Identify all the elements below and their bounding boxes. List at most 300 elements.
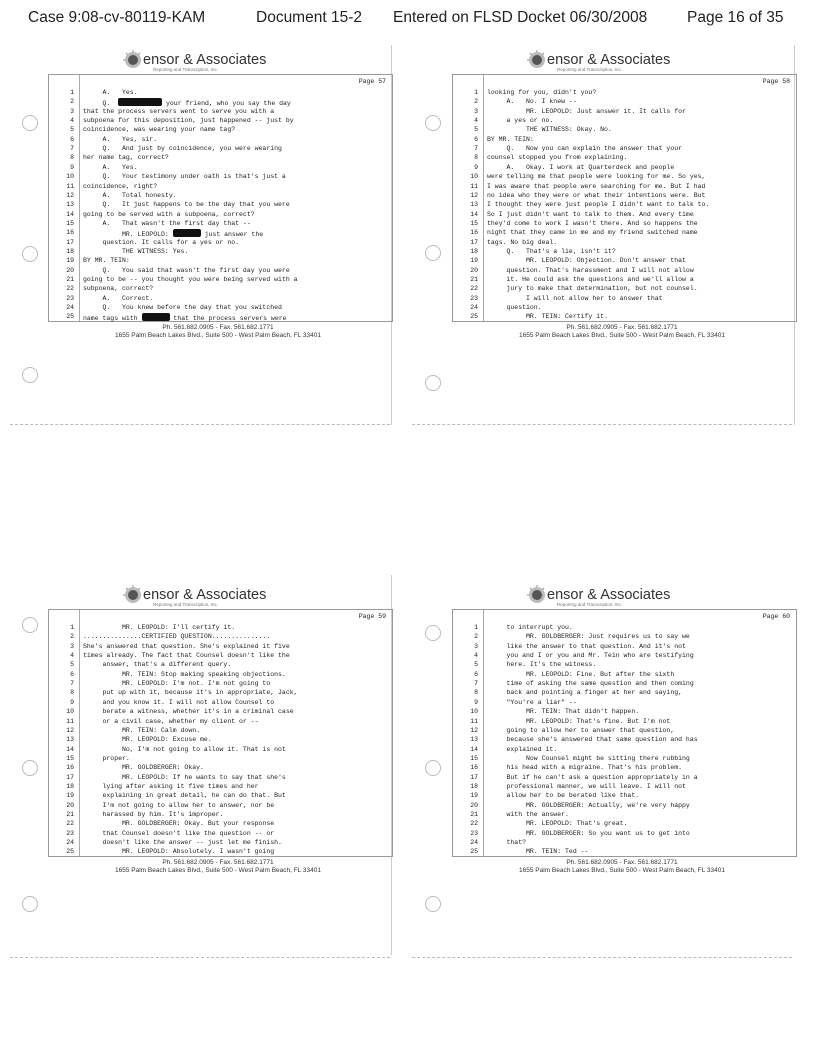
line-number: 20 <box>66 266 74 274</box>
line-number: 5 <box>474 661 478 669</box>
line-text-part: THE WITNESS: Yes. <box>83 247 189 255</box>
transcript-line <box>453 173 796 183</box>
line-number: 24 <box>470 839 478 847</box>
transcript-line <box>453 671 796 681</box>
footer-address: 1655 Palm Beach Lakes Blvd., Suite 500 - West Palm Beach, FL 33401 <box>519 867 725 874</box>
transcript-line <box>49 89 392 99</box>
line-number: 2 <box>70 633 74 641</box>
punch-hole <box>425 375 441 391</box>
brand-name: ensor & Associates <box>547 52 671 68</box>
line-number: 12 <box>470 726 478 734</box>
line-number: 11 <box>470 182 478 190</box>
punch-hole <box>22 760 38 776</box>
line-text <box>83 736 212 743</box>
transcript-line <box>49 736 392 746</box>
transcript-line <box>453 661 796 671</box>
transcript-line <box>453 736 796 746</box>
transcript-line <box>49 764 392 774</box>
line-text <box>487 643 686 650</box>
brand-tagline: Reporting and Transcription, Inc. <box>153 602 219 607</box>
transcript-line <box>49 117 392 127</box>
line-text-part: harassed by him. It's improper. <box>83 811 224 818</box>
transcript-line <box>453 257 796 267</box>
line-text <box>83 699 274 706</box>
line-text-part: night that they came in me and my friend switched name <box>487 229 698 237</box>
transcript-box <box>452 74 797 322</box>
transcript-line <box>49 718 392 728</box>
transcript-line <box>453 727 796 737</box>
transcript-line <box>49 295 392 305</box>
line-number: 24 <box>66 839 74 847</box>
line-text-part: to interrupt you. <box>487 624 573 631</box>
line-number: 2 <box>474 98 478 106</box>
transcript-line <box>49 774 392 784</box>
transcript-line <box>49 680 392 690</box>
transcript-line <box>49 248 392 258</box>
line-text-part: going to be -- you thought you were being served with a <box>83 276 298 283</box>
line-text-part: BY MR. TEIN: <box>487 135 534 143</box>
line-text-part: MR. LEOPOLD: I'll certify it. <box>83 624 236 631</box>
transcript-line <box>453 126 796 136</box>
page-footer <box>18 324 418 340</box>
transcript-line <box>49 661 392 671</box>
transcript-page <box>48 583 388 874</box>
line-text <box>487 755 690 762</box>
line-text-part: MR. LEOPOLD: Objection. Don't answer that <box>487 257 686 265</box>
transcript-line <box>453 276 796 286</box>
line-text-part: were telling me that people were looking for me. So yes, <box>487 173 706 181</box>
line-text <box>487 661 596 668</box>
document-number: Document 15-2 <box>256 9 362 26</box>
transcript-line <box>453 643 796 653</box>
transcript-line <box>453 211 796 221</box>
redaction-bar <box>173 229 201 237</box>
transcript-box <box>48 609 393 857</box>
line-number: 9 <box>474 163 478 171</box>
line-text <box>83 671 286 678</box>
line-number: 17 <box>66 238 74 246</box>
reporter-logo <box>123 48 303 74</box>
line-number: 25 <box>66 848 74 856</box>
line-text-part: Now Counsel might be sitting there rubbing <box>487 754 690 762</box>
line-number: 23 <box>470 829 478 837</box>
page-footer <box>422 859 816 875</box>
transcript-page-number: Page 57 <box>358 78 386 85</box>
transcript-line <box>49 652 392 662</box>
transcript-line <box>453 755 796 765</box>
line-text-part: MR. TEIN: Calm down. <box>83 726 201 734</box>
transcript-line <box>49 239 392 249</box>
line-text <box>83 764 204 771</box>
line-number: 25 <box>66 313 74 321</box>
line-number: 18 <box>66 782 74 790</box>
line-text-part: No, I'm not going to allow it. That is not <box>83 745 286 753</box>
line-text <box>83 633 270 640</box>
line-text-part: A. Yes. <box>83 89 138 96</box>
line-text <box>83 313 287 322</box>
brand-tagline: Reporting and Transcription, Inc. <box>153 67 219 72</box>
line-text <box>83 839 282 846</box>
line-text <box>487 220 698 227</box>
transcript-line <box>49 145 392 155</box>
transcript-line <box>49 624 392 634</box>
line-text-part: lying after asking it five times and her <box>83 782 259 790</box>
transcript-line <box>49 257 392 267</box>
line-number: 14 <box>66 745 74 753</box>
line-text <box>83 295 153 302</box>
transcript-line <box>453 689 796 699</box>
transcript-line <box>49 848 392 858</box>
line-number: 18 <box>470 782 478 790</box>
line-text-part: that the process servers were <box>169 315 287 323</box>
punch-hole <box>425 760 441 776</box>
scan-edge <box>10 424 390 425</box>
line-text <box>487 313 608 320</box>
line-text-part: MR. LEOPOLD: That's great. <box>487 820 628 828</box>
line-text <box>83 830 274 837</box>
line-text-part: So I just didn't want to talk to them. And every time <box>487 210 694 218</box>
line-number: 15 <box>470 754 478 762</box>
line-text-part: that the process servers went to serve you with a <box>83 107 275 115</box>
transcript-line <box>453 89 796 99</box>
line-number: 21 <box>66 811 74 818</box>
line-number: 15 <box>470 219 478 227</box>
line-text <box>83 117 294 124</box>
line-text <box>83 173 286 180</box>
line-text-part: THE WITNESS: Okay. No. <box>487 126 612 134</box>
line-number: 6 <box>70 135 74 143</box>
transcript-line <box>453 839 796 849</box>
transcript-line <box>49 98 392 108</box>
transcript-line <box>453 811 796 821</box>
transcript-line <box>453 764 796 774</box>
line-text <box>83 820 274 827</box>
brand-name: ensor & Associates <box>143 52 267 68</box>
line-text-part: allow her to be berated like that. <box>487 792 640 800</box>
line-text <box>487 295 663 302</box>
transcript-line <box>49 643 392 653</box>
line-text-part: A. Yes. <box>83 163 138 171</box>
line-number: 22 <box>470 820 478 828</box>
transcript-line <box>453 154 796 164</box>
line-text-part: or a civil case, whether my client or -- <box>83 717 259 725</box>
line-text <box>487 304 542 311</box>
line-text-part: coincidence, was wearing your name tag? <box>83 126 236 134</box>
transcript-box <box>452 609 797 857</box>
transcript-line <box>49 811 392 821</box>
line-number: 9 <box>70 698 74 706</box>
transcript-line <box>453 183 796 193</box>
line-text <box>487 764 682 771</box>
line-text <box>487 671 674 678</box>
line-text-part: MR. LEOPOLD: If he wants to say that she's <box>83 773 286 781</box>
line-number: 7 <box>70 680 74 688</box>
transcript-line <box>49 126 392 136</box>
line-text-part: I will not allow her to answer that <box>487 294 663 302</box>
transcript-line <box>49 802 392 812</box>
line-text-part: times already. The fact that Counsel doesn't like the <box>83 652 290 660</box>
line-number: 4 <box>474 652 478 660</box>
line-number: 22 <box>470 285 478 293</box>
line-text <box>487 183 705 190</box>
scan-edge <box>412 424 792 425</box>
line-text <box>487 699 577 706</box>
line-text-part: MR. GOLDBERGER: Okay. <box>83 764 204 772</box>
line-text-part: coincidence, right? <box>83 182 158 190</box>
line-number: 19 <box>66 792 74 800</box>
line-text-part: berate a witness, whether it's in a criminal case <box>83 708 294 716</box>
line-text <box>83 755 130 762</box>
line-number: 24 <box>470 304 478 312</box>
transcript-line <box>453 830 796 840</box>
line-number: 2 <box>474 633 478 641</box>
transcript-line <box>49 727 392 737</box>
transcript-line <box>49 136 392 146</box>
line-number: 17 <box>470 773 478 781</box>
line-number: 17 <box>470 238 478 246</box>
line-text-part: Q. Now you can explain the answer that your <box>487 145 683 153</box>
line-text <box>487 154 627 161</box>
line-text-part: MR. LEOPOLD: That's fine. But I'm not <box>487 717 671 725</box>
line-number: 9 <box>70 163 74 171</box>
footer-phone: Ph. 561.682.0905 - Fax. 561.682.1771 <box>566 324 678 331</box>
line-text-part: question. It calls for a yes or no. <box>83 238 240 246</box>
line-number: 12 <box>66 191 74 199</box>
line-text-part: question. <box>487 304 542 312</box>
line-text <box>83 154 169 161</box>
page-footer <box>422 324 816 340</box>
transcript-line <box>453 108 796 118</box>
footer-phone: Ph. 561.682.0905 - Fax. 561.682.1771 <box>162 859 274 866</box>
redaction-bar <box>118 98 162 106</box>
line-text <box>487 774 698 781</box>
line-number: 11 <box>470 717 478 725</box>
transcript-line <box>49 276 392 286</box>
line-text-part: I thought they were just people I didn't want to talk to. <box>487 201 710 209</box>
line-text <box>83 164 138 171</box>
transcript-line <box>453 145 796 155</box>
line-number: 10 <box>470 173 478 181</box>
line-number: 19 <box>470 792 478 800</box>
docket-header <box>0 9 816 33</box>
line-number: 23 <box>66 829 74 837</box>
line-number: 16 <box>66 764 74 772</box>
line-number: 17 <box>66 773 74 781</box>
transcript-line <box>49 108 392 118</box>
line-number: 6 <box>70 670 74 678</box>
line-text <box>487 201 709 208</box>
line-text <box>487 164 674 171</box>
line-text-part: that? <box>487 839 527 847</box>
line-text <box>83 727 200 734</box>
punch-hole <box>425 115 441 131</box>
line-number: 21 <box>470 811 478 818</box>
brand-tagline: Reporting and Transcription, Inc. <box>557 67 623 72</box>
line-text-part: BY MR. TEIN: <box>83 257 130 265</box>
line-text <box>487 652 694 659</box>
line-text-part: explaining in great detail, he can do that. But <box>83 792 286 800</box>
line-number: 3 <box>70 642 74 650</box>
line-text-part: Q. <box>83 100 119 108</box>
line-text <box>487 624 573 631</box>
footer-address: 1655 Palm Beach Lakes Blvd., Suite 500 - West Palm Beach, FL 33401 <box>115 867 321 874</box>
line-number: 18 <box>470 247 478 255</box>
line-number: 23 <box>470 294 478 302</box>
reporter-logo <box>527 48 707 74</box>
transcript-line <box>49 746 392 756</box>
transcript-line <box>453 267 796 277</box>
line-text <box>83 211 255 218</box>
line-text-part: her name tag, correct? <box>83 154 169 162</box>
line-text-part: name tags with <box>83 315 142 323</box>
punch-hole <box>425 896 441 912</box>
line-text-part: and you know it. I will not allow Counsel to <box>83 698 275 706</box>
line-number: 25 <box>470 313 478 321</box>
transcript-line <box>49 755 392 765</box>
line-text-part: A. That wasn't the first day that -- <box>83 219 251 227</box>
transcript-line <box>453 239 796 249</box>
line-number: 21 <box>470 276 478 283</box>
transcript-line <box>453 229 796 239</box>
line-text-part: back and pointing a finger at her and saying, <box>487 689 683 697</box>
line-text <box>487 680 694 687</box>
line-number: 10 <box>470 708 478 716</box>
line-text-part: put up with it, because it's in appropriate, Jack, <box>83 689 298 697</box>
transcript-line <box>49 183 392 193</box>
line-number: 13 <box>470 201 478 209</box>
line-text <box>487 839 526 846</box>
page-count: Page 16 of 35 <box>687 9 784 26</box>
line-text-part: MR. GOLDBERGER: Just requires us to say we <box>487 633 690 641</box>
line-text-part: Q. It just happens to be the day that you were <box>83 201 290 209</box>
line-number: 22 <box>66 820 74 828</box>
footer-address: 1655 Palm Beach Lakes Blvd., Suite 500 - West Palm Beach, FL 33401 <box>115 332 321 339</box>
transcript-line <box>453 633 796 643</box>
line-text <box>487 848 588 855</box>
line-number: 14 <box>470 745 478 753</box>
transcript-line <box>49 285 392 295</box>
transcript-box <box>48 74 393 322</box>
transcript-line <box>49 313 392 323</box>
punch-hole <box>425 625 441 641</box>
line-text <box>487 145 682 152</box>
punch-hole <box>22 367 38 383</box>
line-text-part: A. Yes, sir. <box>83 135 158 143</box>
line-text <box>83 689 298 696</box>
line-text-part: She's answered that question. She's explained it five <box>83 642 290 650</box>
line-text <box>487 820 627 827</box>
brand-tagline: Reporting and Transcription, Inc. <box>557 602 623 607</box>
line-text <box>83 643 290 650</box>
transcript-line <box>49 173 392 183</box>
punch-hole <box>425 245 441 261</box>
line-text-part: I was aware that people were searching for me. But I had <box>487 182 706 190</box>
line-text <box>487 192 705 199</box>
transcript-line <box>49 689 392 699</box>
line-text <box>487 126 612 133</box>
line-number: 5 <box>70 661 74 669</box>
transcript-line <box>453 708 796 718</box>
line-number: 5 <box>70 126 74 134</box>
line-number: 6 <box>474 135 478 143</box>
line-text <box>83 267 290 274</box>
line-number: 3 <box>70 107 74 115</box>
line-text-part: no idea who they were or what their intentions were. But <box>487 191 706 199</box>
line-text <box>83 304 282 311</box>
line-text-part: professional manner, we will leave. I will not <box>487 782 686 790</box>
transcript-line <box>49 229 392 239</box>
line-text-part: with the answer. <box>487 811 569 818</box>
line-text-part: answer, that's a different query. <box>83 661 232 669</box>
line-text <box>83 811 223 818</box>
line-number: 1 <box>474 624 478 631</box>
line-text <box>487 98 577 105</box>
line-number: 24 <box>66 304 74 312</box>
transcript-line <box>453 848 796 858</box>
line-text-part: time of asking the same question and then coming <box>487 680 694 688</box>
line-number: 16 <box>470 764 478 772</box>
transcript-line <box>49 633 392 643</box>
line-number: 14 <box>470 210 478 218</box>
transcript-line <box>453 117 796 127</box>
transcript-line <box>49 783 392 793</box>
line-text-part: question. That's harassment and I will not allow <box>487 266 694 274</box>
line-text-part: that Counsel doesn't like the question -- or <box>83 829 275 837</box>
line-text <box>487 229 698 236</box>
transcript-line <box>453 295 796 305</box>
transcript-line <box>49 699 392 709</box>
line-text <box>487 267 694 274</box>
transcript-line <box>49 792 392 802</box>
line-text-part: like the answer to that question. And it's not <box>487 642 686 650</box>
transcript-line <box>453 699 796 709</box>
line-number: 20 <box>470 801 478 809</box>
line-text-part: I'm not going to allow her to answer, nor be <box>83 801 275 809</box>
line-text <box>487 248 616 255</box>
line-text <box>83 624 235 631</box>
line-text <box>487 727 674 734</box>
line-text <box>83 848 274 855</box>
transcript-line <box>453 820 796 830</box>
line-text-part: a yes or no. <box>487 117 554 125</box>
line-text-part: his head with a migraine. That's his problem. <box>487 764 683 772</box>
line-number: 4 <box>70 117 74 125</box>
brand-name: ensor & Associates <box>143 587 267 603</box>
line-text <box>487 211 694 218</box>
line-text <box>83 792 286 799</box>
transcript-line <box>49 671 392 681</box>
footer-phone: Ph. 561.682.0905 - Fax. 561.682.1771 <box>566 859 678 866</box>
punch-hole <box>22 617 38 633</box>
transcript-line <box>49 154 392 164</box>
line-number: 4 <box>474 117 478 125</box>
line-text-part: MR. TEIN: Stop making speaking objections. <box>83 670 286 678</box>
line-text-part: Q. That's a lie, isn't it? <box>487 247 616 255</box>
line-number: 4 <box>70 652 74 660</box>
line-text <box>487 276 694 283</box>
transcript-line <box>453 802 796 812</box>
line-text <box>487 633 690 640</box>
line-text-part: counsel stopped you from explaining. <box>487 154 628 162</box>
transcript-line <box>453 285 796 295</box>
transcript-line <box>49 201 392 211</box>
line-number: 1 <box>70 624 74 631</box>
scan-edge <box>10 957 390 958</box>
transcript-line <box>453 652 796 662</box>
transcript-line <box>49 220 392 230</box>
line-text-part: MR. LEOPOLD: I'm not. I'm not going to <box>83 680 271 688</box>
line-text <box>83 89 138 96</box>
